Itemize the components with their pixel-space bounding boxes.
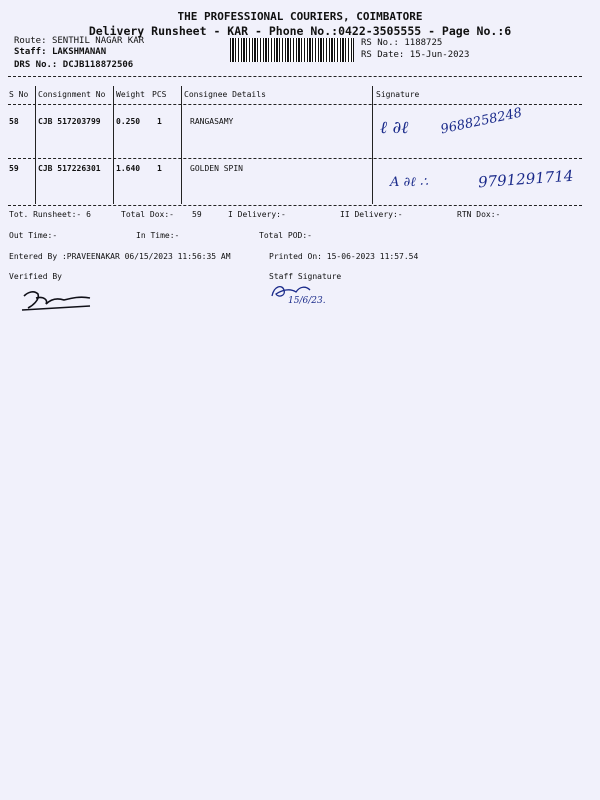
col-divider (35, 86, 36, 204)
out-time: Out Time:- (9, 231, 58, 240)
row-weight: 0.250 (116, 117, 141, 126)
col-divider (372, 86, 373, 204)
col-divider (113, 86, 114, 204)
rule-top (8, 76, 582, 77)
company-title: THE PROFESSIONAL COURIERS, COIMBATORE (177, 10, 423, 23)
route-label: Route: (14, 36, 47, 46)
rs-no-value: 1188725 (404, 38, 443, 48)
signature-phone: 9791291714 (477, 166, 574, 192)
total-pod: Total POD:- (259, 231, 312, 240)
runsheet-subtitle: Delivery Runsheet - KAR - Phone No.:0422-3505555 - Page No.:6 (88, 24, 512, 38)
handwritten-signature: ℓ ∂ℓ (380, 118, 409, 138)
table-row (9, 117, 19, 126)
rs-date-label: RS Date: (361, 50, 405, 60)
table-row (9, 164, 19, 173)
staff-signature-date: 15/6/23. (288, 296, 326, 306)
col-header-signature: Signature (376, 90, 420, 99)
row-consignment: CJB 517203799 (38, 117, 101, 126)
signature-phone: 9688258248 (439, 105, 524, 138)
rule-row-2 (8, 205, 582, 206)
row-weight: 1.640 (116, 164, 141, 173)
col-header-consignee: Consignee Details (184, 90, 266, 99)
drs-label: DRS No.: (14, 60, 58, 70)
staff-label: Staff: (14, 47, 47, 57)
rs-no-label: RS No.: (361, 38, 399, 48)
verified-signature (18, 286, 98, 314)
handwritten-signature: A ∂ℓ ∴ (390, 175, 429, 190)
route-value: SENTHIL NAGAR KAR (51, 36, 145, 46)
col-header-consignment: Consignment No (38, 90, 106, 99)
rs-date-line (361, 50, 469, 60)
staff-signature-label: Staff Signature (269, 272, 342, 281)
ii-delivery: II Delivery:- (340, 210, 403, 219)
rs-date-value: 15-Jun-2023 (409, 50, 470, 60)
rs-no-line (361, 38, 442, 48)
total-dox-label: Total Dox:- (121, 210, 174, 219)
rule-header-bottom (8, 104, 582, 105)
row-sno: 59 (9, 164, 19, 173)
col-header-weight: Weight (116, 90, 145, 99)
staff-line (14, 47, 106, 57)
in-time: In Time:- (136, 231, 180, 240)
rule-row-1 (8, 158, 582, 159)
row-consignment: CJB 517226301 (38, 164, 101, 173)
row-consignee: RANGASAMY (190, 117, 234, 126)
i-delivery: I Delivery:- (228, 210, 286, 219)
row-consignee: GOLDEN SPIN (190, 164, 243, 173)
entered-by: Entered By :PRAVEENAKAR 06/15/2023 11:56:35 AM (9, 252, 231, 261)
verified-by: Verified By (9, 272, 62, 281)
route-line (14, 36, 144, 46)
staff-value: LAKSHMANAN (51, 47, 107, 57)
printed-on: Printed On: 15-06-2023 11:57.54 (269, 252, 419, 261)
rtn-dox: RTN Dox:- (457, 210, 501, 219)
col-header-sno: S No (9, 90, 29, 99)
col-divider (181, 86, 182, 204)
barcode (230, 38, 354, 62)
row-pcs: 1 (157, 117, 162, 126)
drs-value: DCJB118872506 (62, 60, 134, 70)
total-dox-value: 59 (192, 210, 202, 219)
col-header-pcs: PCS (152, 90, 167, 99)
tot-runsheet: Tot. Runsheet:- 6 (9, 210, 91, 219)
row-pcs: 1 (157, 164, 162, 173)
row-sno: 58 (9, 117, 19, 126)
drs-line (14, 60, 133, 70)
